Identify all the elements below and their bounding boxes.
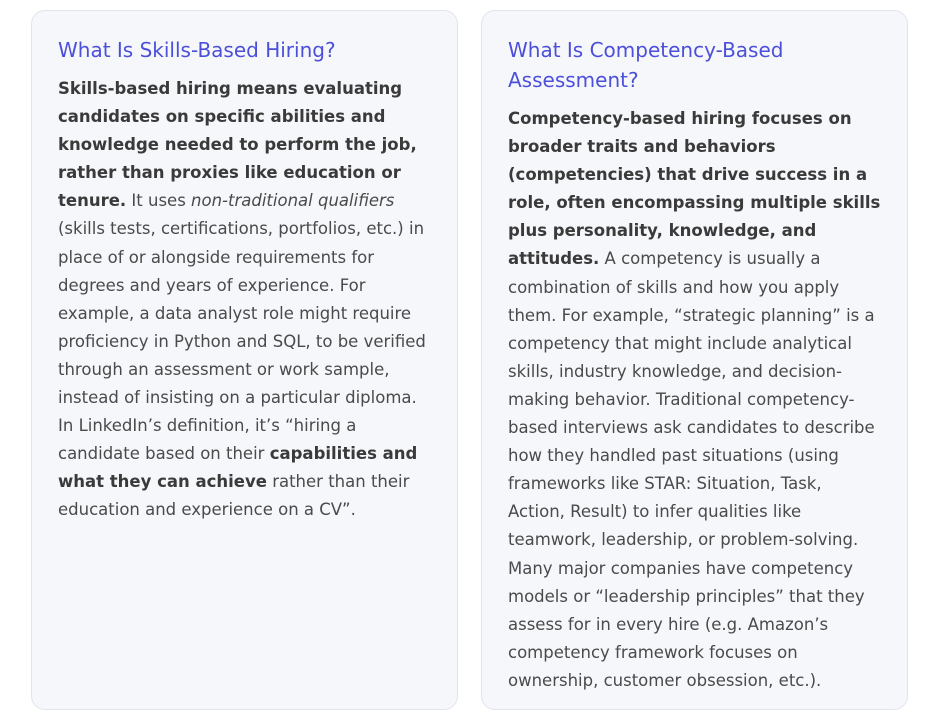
- card-title: What Is Competency-Based Assessment?: [508, 38, 784, 92]
- card-title: What Is Skills-Based Hiring?: [58, 38, 336, 62]
- bold-phrase: capabilities and what they can achieve: [58, 444, 418, 492]
- body-text: It uses: [126, 191, 192, 211]
- card-body: [508, 105, 881, 695]
- skills-based-hiring-card: [31, 10, 458, 710]
- lead-bold-text: Competency-based hiring focuses on broader traits and behaviors (competencies) that drive success in a role, often encompassing multiple skills plus personality, knowledge, and attitudes.: [508, 109, 881, 269]
- body-text: (skills tests, certifications, portfolios, etc.) in place of or alongside requirements for degrees and years of experience. For example, a data analyst role might require proficiency in Python and SQL, to be verified through an assessment or work sample, instead of insisting on a particular diploma. In LinkedIn’s definition, it’s “hiring a candidate based on their: [58, 219, 426, 464]
- body-text: rather than their education and experience on a CV”.: [58, 472, 410, 520]
- body-text: A competency is usually a combination of skills and how you apply them. For example, “strategic planning” is a competency that might include analytical skills, industry knowledge, and decision-making behavior. Traditional competency-based interviews ask candidates to describe how they handled past situations (using frameworks like STAR: Situation, Task, Action, Result) to infer qualities like teamwork, leadership, or problem-solving. Many major companies have competency models or “leadership principles” that they assess for in every hire (e.g. Amazon’s competency framework focuses on ownership, customer obsession, etc.).: [508, 249, 875, 690]
- card-body: [58, 75, 431, 525]
- competency-based-assessment-card: [481, 10, 908, 710]
- lead-bold-text: Skills-based hiring means evaluating candidates on specific abilities and knowledge needed to perform the job, rather than proxies like education or tenure.: [58, 79, 417, 211]
- italic-term: non-traditional qualifiers: [191, 191, 395, 211]
